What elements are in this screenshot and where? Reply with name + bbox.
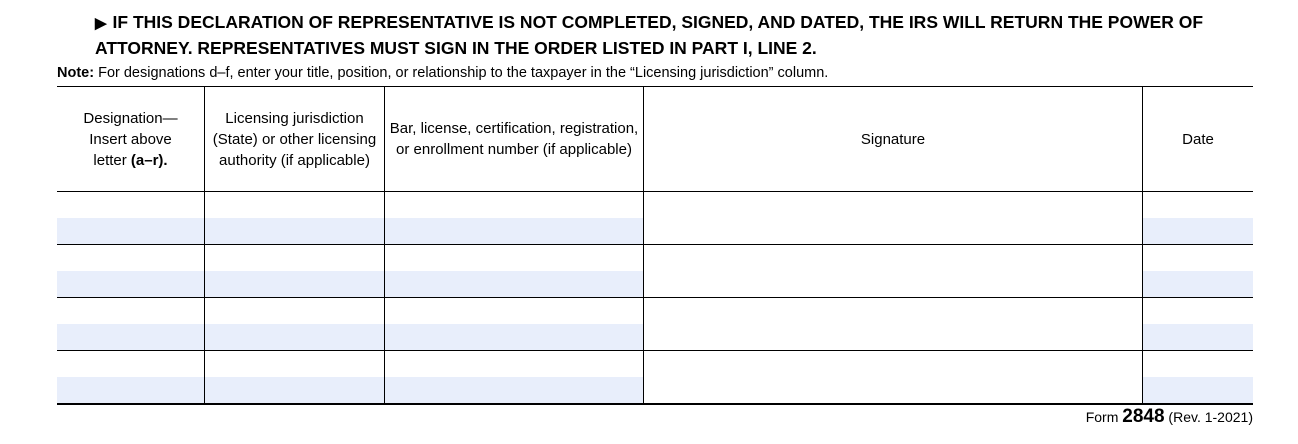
licensing-cell[interactable] bbox=[205, 218, 385, 245]
form-footer bbox=[1086, 406, 1253, 428]
bar-number-cell[interactable] bbox=[385, 192, 644, 219]
designation-cell[interactable] bbox=[57, 218, 205, 245]
licensing-cell[interactable] bbox=[205, 351, 385, 378]
header-bar-license-number: Bar, license, certification, registration, or enrollment number (if applicable) bbox=[385, 87, 644, 192]
designation-note bbox=[57, 64, 828, 82]
header-date: Date bbox=[1143, 87, 1254, 192]
bar-number-cell[interactable] bbox=[385, 271, 644, 298]
bar-number-cell[interactable] bbox=[385, 324, 644, 351]
designation-cell[interactable] bbox=[57, 377, 205, 404]
header-designation-line2: Insert above bbox=[89, 130, 172, 148]
form-label: Form bbox=[1085, 409, 1123, 425]
licensing-cell[interactable] bbox=[205, 324, 385, 351]
header-designation-range: (a–r). bbox=[130, 151, 168, 169]
header-designation-line3: letter bbox=[93, 151, 131, 169]
designation-cell[interactable] bbox=[57, 271, 205, 298]
licensing-cell[interactable] bbox=[205, 245, 385, 272]
designation-cell[interactable] bbox=[57, 324, 205, 351]
header-signature: Signature bbox=[644, 87, 1143, 192]
triangle-arrow-icon: ▶ bbox=[95, 15, 107, 32]
designation-cell[interactable] bbox=[57, 298, 205, 325]
bar-number-cell[interactable] bbox=[385, 218, 644, 245]
signature-cell[interactable] bbox=[644, 298, 1143, 351]
bar-number-cell[interactable] bbox=[385, 377, 644, 404]
note-text: For designations d–f, enter your title, position, or relationship to the taxpayer in the “Licensing jurisdiction” column. bbox=[94, 65, 829, 81]
date-cell[interactable] bbox=[1143, 218, 1254, 245]
warning-text: IF THIS DECLARATION OF REPRESENTATIVE IS NOT COMPLETED, SIGNED, AND DATED, THE IRS WILL RETURN THE POWER OF ATTORNEY. REPRESENTATIVES MUST SIGN IN THE ORDER LISTED IN PART I, LINE 2. bbox=[95, 12, 1204, 58]
designation-cell[interactable] bbox=[57, 192, 205, 219]
date-cell[interactable] bbox=[1143, 298, 1254, 325]
date-cell[interactable] bbox=[1143, 245, 1254, 272]
signature-cell[interactable] bbox=[644, 245, 1143, 298]
signature-cell[interactable] bbox=[644, 351, 1143, 405]
date-cell[interactable] bbox=[1143, 351, 1254, 378]
representative-declaration-table bbox=[57, 86, 1253, 405]
table-header-row bbox=[57, 87, 1253, 192]
table-row bbox=[57, 192, 1253, 219]
bar-number-cell[interactable] bbox=[385, 351, 644, 378]
header-licensing-jurisdiction: Licensing jurisdiction (State) or other licensing authority (if applicable) bbox=[205, 87, 385, 192]
licensing-cell[interactable] bbox=[205, 192, 385, 219]
return-warning bbox=[95, 10, 1265, 60]
note-label: Note: bbox=[57, 65, 95, 81]
bar-number-cell[interactable] bbox=[385, 298, 644, 325]
date-cell[interactable] bbox=[1143, 324, 1254, 351]
designation-cell[interactable] bbox=[57, 351, 205, 378]
table-row bbox=[57, 298, 1253, 325]
date-cell[interactable] bbox=[1143, 377, 1254, 404]
signature-cell[interactable] bbox=[644, 192, 1143, 245]
header-designation bbox=[57, 87, 205, 192]
table-row bbox=[57, 351, 1253, 378]
form-number: 2848 bbox=[1122, 406, 1165, 427]
date-cell[interactable] bbox=[1143, 192, 1254, 219]
bar-number-cell[interactable] bbox=[385, 245, 644, 272]
licensing-cell[interactable] bbox=[205, 298, 385, 325]
table-row bbox=[57, 245, 1253, 272]
licensing-cell[interactable] bbox=[205, 271, 385, 298]
form-revision: (Rev. 1-2021) bbox=[1164, 409, 1253, 425]
date-cell[interactable] bbox=[1143, 271, 1254, 298]
header-designation-line1: Designation— bbox=[83, 109, 178, 127]
designation-cell[interactable] bbox=[57, 245, 205, 272]
licensing-cell[interactable] bbox=[205, 377, 385, 404]
